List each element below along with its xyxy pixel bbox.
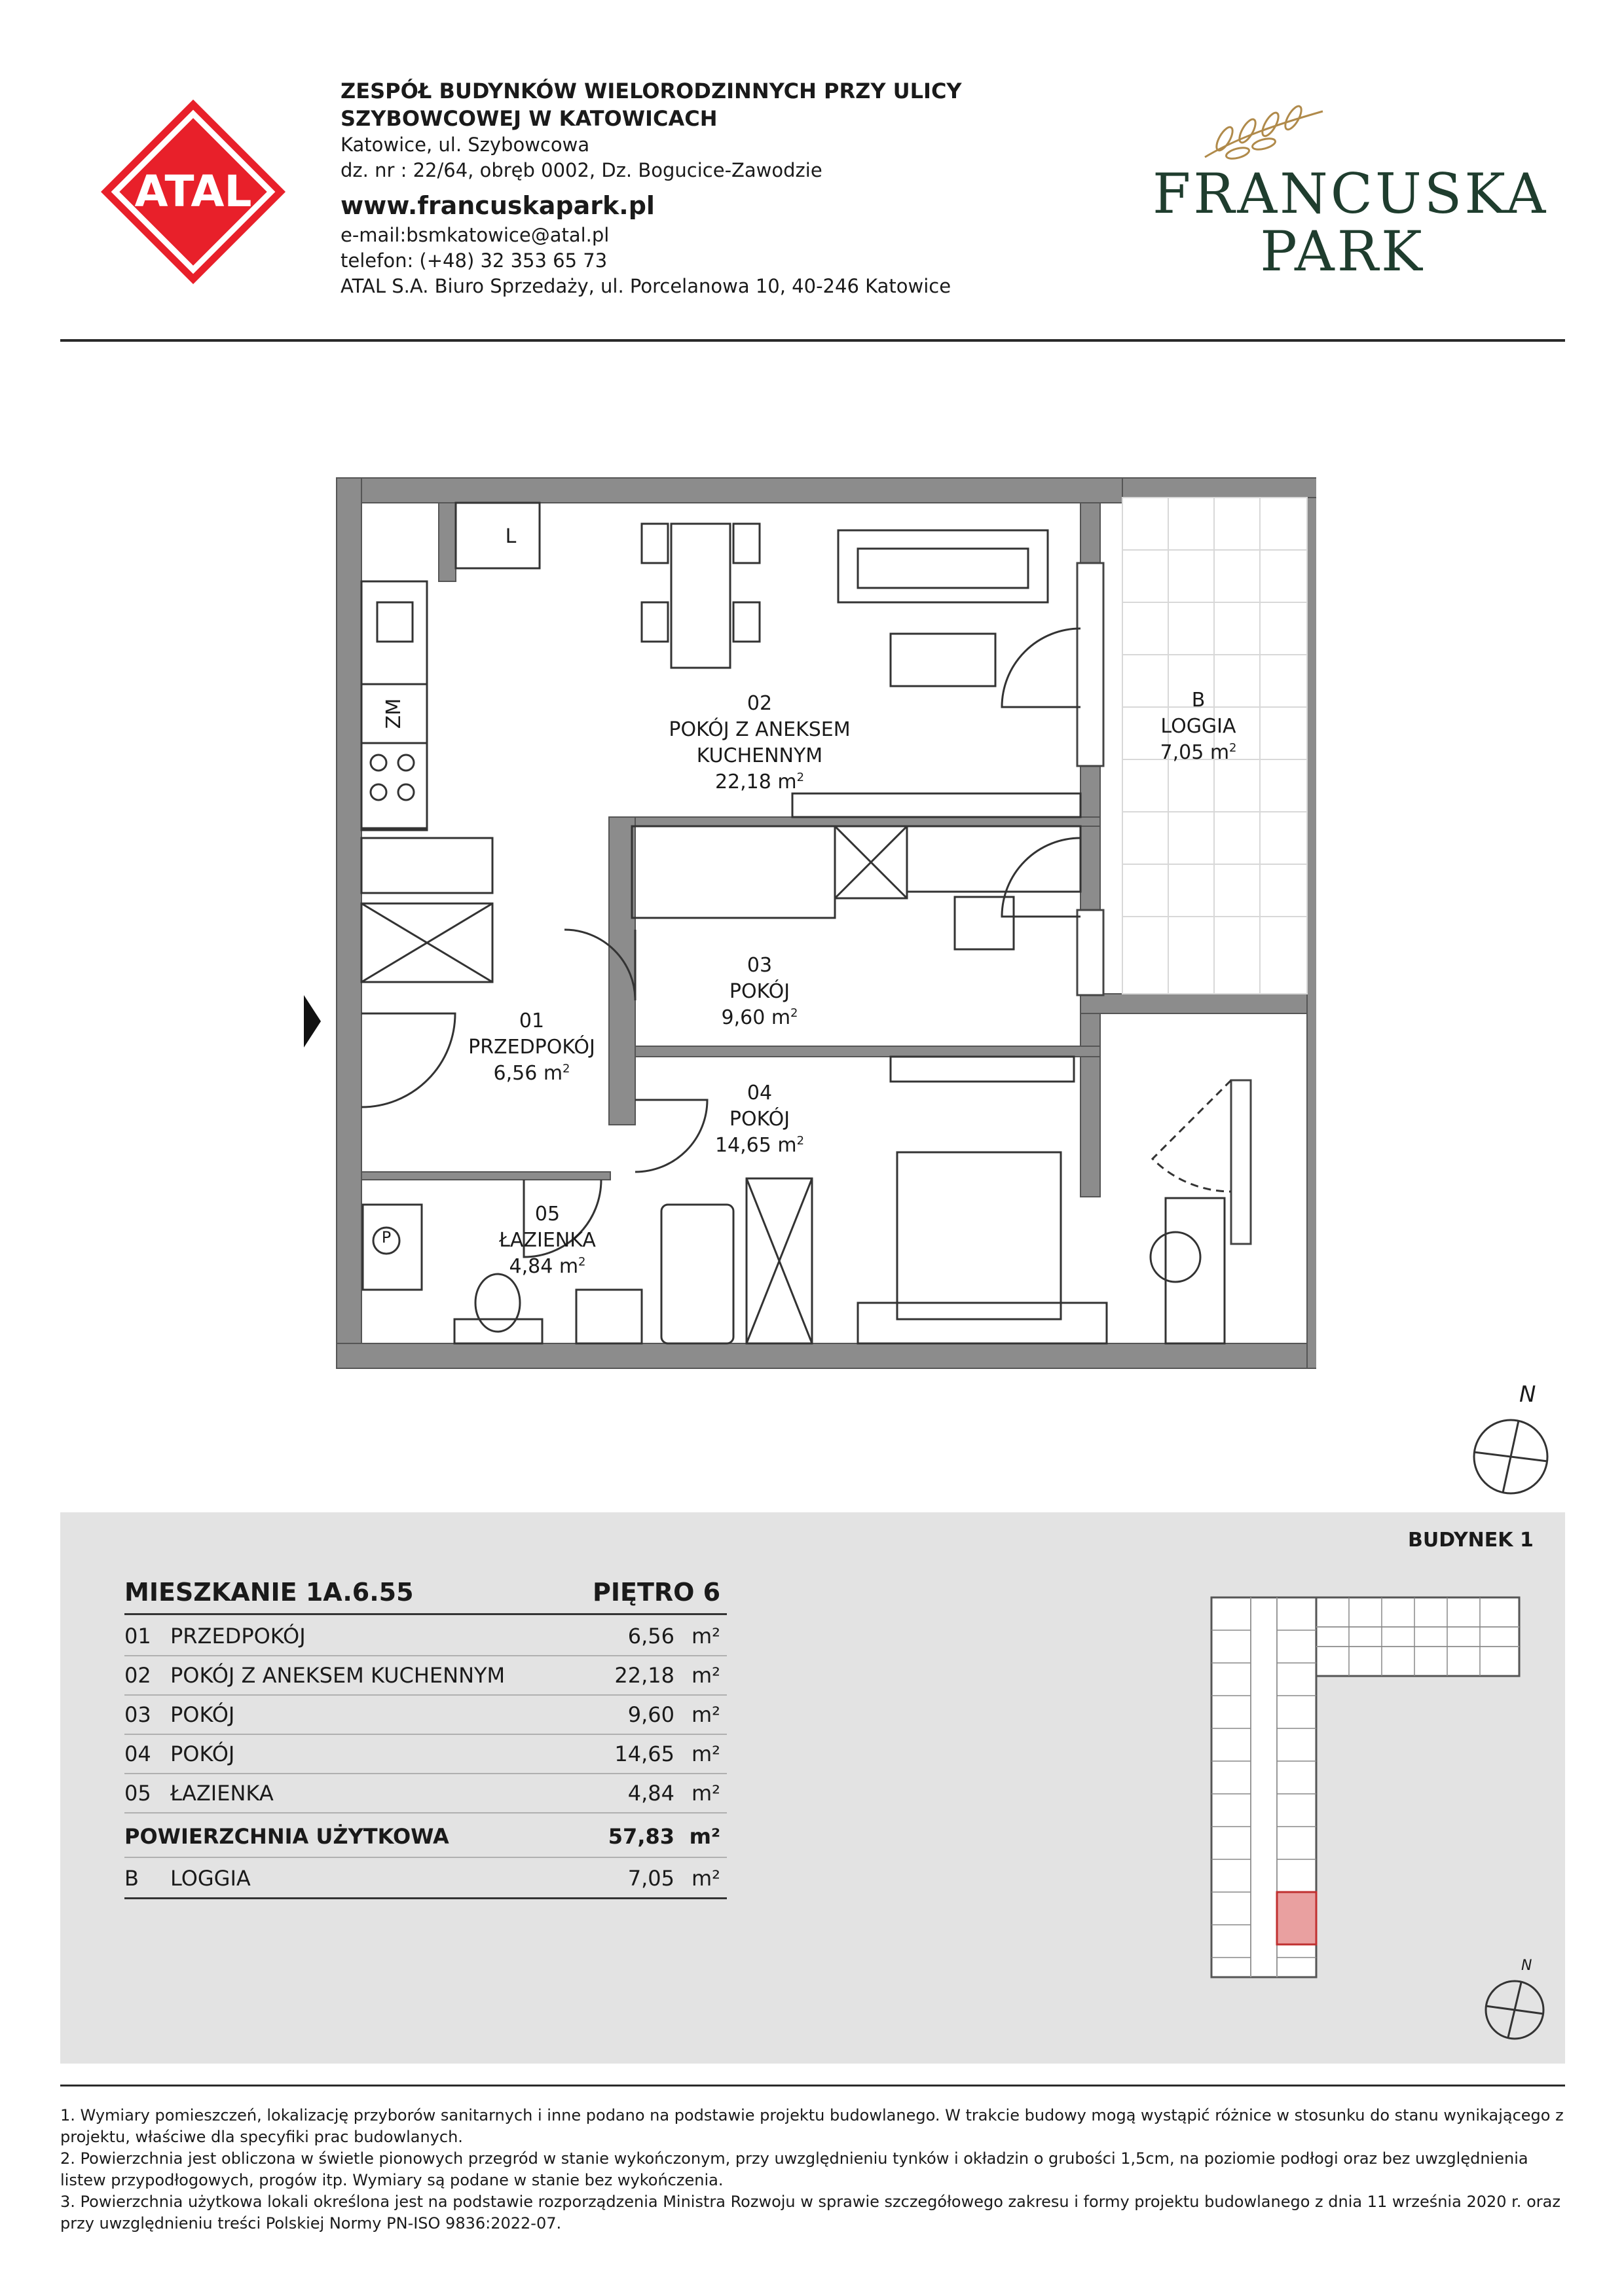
footnote: 2. Powierzchnia jest obliczona w świetle pionowych przegród w stanie wykończonym, przy uwzględnieniu tynków i okładzin o grubości 1,5cm, na poziomie podłogi oraz bez uwzględnienia listew przypodłogowych, progów itp. Wymiary są podane w stanie bez wykończenia. (60, 2149, 1528, 2189)
table-row: 02 POKÓJ Z ANEKSEM KUCHENNYM 22,18 m² (124, 1656, 727, 1696)
loggia-label: B LOGGIA 7,05 $m^2$ (1160, 689, 1237, 764)
loggia-row: B LOGGIA 7,05 m² (124, 1859, 727, 1899)
building-label: BUDYNEK 1 (1408, 1529, 1534, 1552)
sales-office: ATAL S.A. Biuro Sprzedaży, ul. Porcelanowa 10, 40-246 Katowice (341, 275, 951, 297)
table-row: 04 POKÓJ 14,65 m² (124, 1735, 727, 1774)
notes-divider (60, 2085, 1565, 2086)
brand-name-line2: PARK (1260, 219, 1425, 283)
fridge-label: L (505, 525, 517, 548)
project-info (341, 77, 1094, 299)
table-row: 03 POKÓJ 9,60 m² (124, 1696, 727, 1735)
room-04-label: 04 POKÓJ 14,65 $m^2$ (714, 1082, 805, 1157)
apartment-highlight (1277, 1892, 1316, 1944)
project-address: Katowice, ul. Szybowcowa (341, 134, 590, 156)
compass-icon (1470, 1381, 1568, 1499)
footnotes (60, 2105, 1565, 2234)
email-link[interactable]: e-mail:bsmkatowice@atal.pl (341, 224, 610, 246)
room-01-label: 01 PRZEDPOKÓJ 6,56 $m^2$ (468, 1010, 595, 1085)
table-row: 05 ŁAZIENKA 4,84 m² (124, 1774, 727, 1813)
key-plan-compass-icon (1483, 1958, 1555, 2043)
project-parcel: dz. nr : 22/64, obręb 0002, Dz. Bogucice-Zawodzie (341, 159, 822, 181)
header-divider (60, 339, 1565, 342)
room-05-label: 05 ŁAZIENKA 4,84 $m^2$ (499, 1203, 596, 1278)
project-title-line2: SZYBOWCOWEJ W KATOWICACH (341, 106, 718, 131)
apartment-number: MIESZKANIE 1A.6.55 (124, 1578, 414, 1607)
project-title-line1: ZESPÓŁ BUDYNKÓW WIELORODZINNYCH PRZY ULICY (341, 79, 962, 103)
phone-number: telefon: (+48) 32 353 65 73 (341, 249, 608, 272)
logo-text: ATAL (134, 166, 252, 217)
total-row: POWIERZCHNIA UŻYTKOWA 57,83 m² (124, 1816, 727, 1858)
north-label: N (1519, 1381, 1536, 1408)
table-row: 01 PRZEDPOKÓJ 6,56 m² (124, 1617, 727, 1656)
website-link[interactable]: www.francuskapark.pl (341, 191, 655, 220)
footnote: 1. Wymiary pomieszczeń, lokalizację przyborów sanitarnych i inne podano na podstawie projektu budowlanego. W trakcie budowy mogą wystąpić różnice w stosunku do stanu wynikającego z projektu, właściwe dla specyfiki prac budowlanych. (60, 2106, 1564, 2146)
atal-logo (98, 97, 288, 287)
laurel-icon (1198, 98, 1329, 164)
table-header-rule (124, 1613, 727, 1615)
boiler-label: P (381, 1228, 392, 1247)
key-plan-north-label: N (1521, 1958, 1532, 1974)
washer-label: ZM (382, 698, 405, 729)
room-02-label: 02 POKÓJ Z ANEKSEM KUCHENNYM 22,18 $m^2$ (669, 692, 851, 793)
footnote: 3. Powierzchnia użytkowa lokali określona jest na podstawie rozporządzenia Ministra Rozwoju w sprawie szczegółowego zakresu i formy projektu budowlanego z dnia 11 września 2020 r. oraz przy uwzględnieniu treści Polskiej Normy PN-ISO 9836:2022-07. (60, 2193, 1560, 2232)
brand-name-line1: FRANCUSKA (1153, 162, 1549, 226)
floor-plan (295, 471, 1316, 1388)
floor-number: PIĘTRO 6 (593, 1578, 721, 1607)
building-key-plan (1205, 1584, 1532, 1990)
room-03-label: 03 POKÓJ 9,60 $m^2$ (721, 954, 798, 1029)
